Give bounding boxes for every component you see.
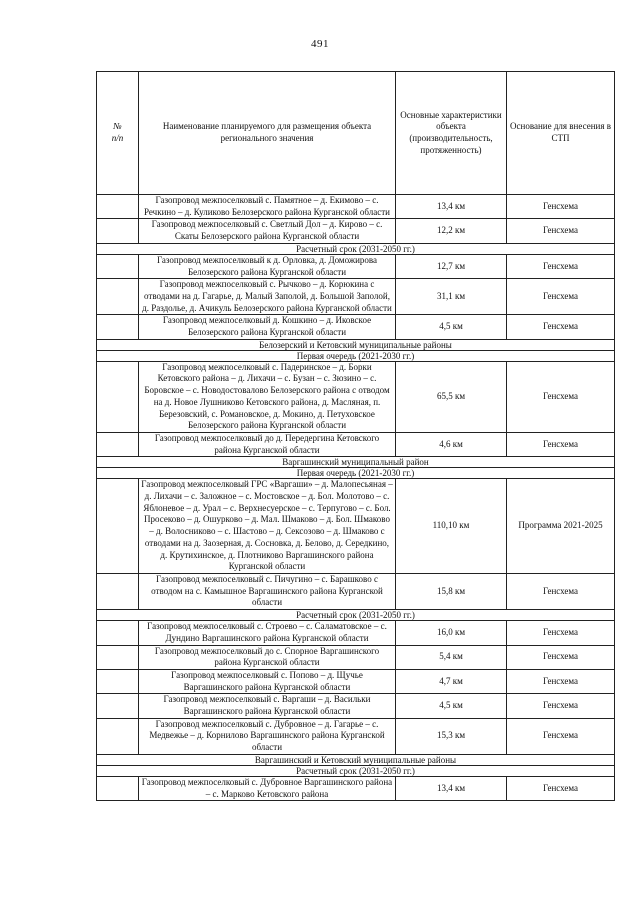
section-title: Расчетный срок (2031-2050 гг.) [97, 610, 615, 621]
row-num [97, 254, 139, 278]
object-name: Газопровод межпоселковый с. Дубровное Варгашинского района – с. Марково Кетовского района [139, 776, 396, 800]
section-row [97, 350, 615, 361]
table-row [97, 361, 615, 432]
header-characteristics: Основные характеристики объекта (производительность, протяженность) [396, 72, 507, 195]
object-name: Газопровод межпоселковый с. Светлый Дол – д. Кирово – с. Скаты Белозерского района Курганской области [139, 219, 396, 243]
object-characteristic: 5,4 км [396, 645, 507, 669]
inclusion-basis: Генсхема [507, 219, 615, 243]
row-num [97, 776, 139, 800]
row-num [97, 195, 139, 219]
table-row [97, 479, 615, 574]
object-name: Газопровод межпоселковый с. Падеринское – д. Борки Кетовского района – д. Лихачи – с. Бузан – с. Зюзино – с. Боровское – с. Новодостовалово Белозерского района с отводом на д. Новое Лушниково Кетовского района, д. Масляная, п. Березовский, с. Романовское, д. Мокино, д. Петуховское Белозерского района Курганской области [139, 361, 396, 432]
row-num [97, 573, 139, 609]
row-num [97, 315, 139, 339]
inclusion-basis: Генсхема [507, 315, 615, 339]
table-row [97, 195, 615, 219]
object-characteristic: 12,2 км [396, 219, 507, 243]
table-row [97, 694, 615, 718]
object-characteristic: 13,4 км [396, 776, 507, 800]
row-num [97, 645, 139, 669]
object-name: Газопровод межпоселковый с. Варгаши – д. Васильки Варгашинского района Курганской области [139, 694, 396, 718]
object-characteristic: 16,0 км [396, 621, 507, 645]
section-title: Первая очередь (2021-2030 гг.) [97, 468, 615, 479]
table-header-row [97, 72, 615, 195]
header-name: Наименование планируемого для размещения объекта регионального значения [139, 72, 396, 195]
row-num [97, 694, 139, 718]
section-row [97, 468, 615, 479]
object-name: Газопровод межпоселковый до с. Спорное Варгашинского района Курганской области [139, 645, 396, 669]
header-num-text: № п/п [111, 121, 124, 143]
object-name: Газопровод межпоселковый к д. Орловка, д. Доможирова Белозерского района Курганской области [139, 254, 396, 278]
section-row [97, 610, 615, 621]
inclusion-basis: Генсхема [507, 432, 615, 456]
inclusion-basis: Генсхема [507, 279, 615, 315]
page-number: 491 [311, 38, 329, 50]
inclusion-basis: Генсхема [507, 718, 615, 754]
object-characteristic: 31,1 км [396, 279, 507, 315]
object-characteristic: 65,5 км [396, 361, 507, 432]
row-num [97, 432, 139, 456]
planning-objects-table [96, 71, 615, 801]
object-characteristic: 4,5 км [396, 315, 507, 339]
section-title: Первая очередь (2021-2030 гг.) [97, 350, 615, 361]
inclusion-basis: Генсхема [507, 694, 615, 718]
object-characteristic: 4,7 км [396, 669, 507, 693]
table-row [97, 315, 615, 339]
section-title: Варгашинский муниципальный район [97, 457, 615, 468]
row-num [97, 479, 139, 574]
table-row [97, 254, 615, 278]
section-title: Расчетный срок (2031-2050 гг.) [97, 765, 615, 776]
row-num [97, 219, 139, 243]
object-characteristic: 4,5 км [396, 694, 507, 718]
inclusion-basis: Генсхема [507, 254, 615, 278]
object-name: Газопровод межпоселковый с. Дубровное – д. Гагарье – с. Медвежье – д. Корнилово Варгашинского района Курганской области [139, 718, 396, 754]
section-title: Варгашинский и Кетовский муниципальные районы [97, 754, 615, 765]
row-num [97, 361, 139, 432]
inclusion-basis: Генсхема [507, 573, 615, 609]
object-characteristic: 15,3 км [396, 718, 507, 754]
table-row [97, 279, 615, 315]
inclusion-basis: Генсхема [507, 361, 615, 432]
object-name: Газопровод межпоселковый с. Пичугино – с. Барашково с отводом на с. Камышное Варгашинского района Курганской области [139, 573, 396, 609]
object-name: Газопровод межпоселковый д. Кошкино – д. Иковское Белозерского района Курганской области [139, 315, 396, 339]
section-row [97, 339, 615, 350]
row-num [97, 669, 139, 693]
inclusion-basis: Программа 2021-2025 [507, 479, 615, 574]
object-name: Газопровод межпоселковый до д. Передергина Кетовского района Курганской области [139, 432, 396, 456]
table-row [97, 669, 615, 693]
section-row [97, 754, 615, 765]
object-characteristic: 13,4 км [396, 195, 507, 219]
object-characteristic: 12,7 км [396, 254, 507, 278]
inclusion-basis: Генсхема [507, 776, 615, 800]
row-num [97, 621, 139, 645]
section-row [97, 243, 615, 254]
object-name: Газопровод межпоселковый с. Строево – с. Саламатовское – с. Дундино Варгашинского района Курганской области [139, 621, 396, 645]
object-name: Газопровод межпоселковый ГРС «Варгаши» – д. Малопесьяная – д. Лихачи – с. Заложное – с. Мостовское – д. Бол. Молотово – с. Яблоневое – д. Урал – с. Верхнесуерское – с. Терпугово – с. Бол. Просеково – д. Ошурково – д. Мал. Шмаково – д. Бол. Шмаково – д. Волосниково – с. Шастово – д. Сексозово – д. Шмаково с отводами на д. Заозерная, д. Сосновка, д. Белово, д. Середкино, д. Крутихинское, д. Плотниково Варгашинского района Курганской области [139, 479, 396, 574]
table-row [97, 432, 615, 456]
inclusion-basis: Генсхема [507, 669, 615, 693]
object-name: Газопровод межпоселковый с. Памятное – д. Екимово – с. Речкино – д. Куликово Белозерского района Курганской области [139, 195, 396, 219]
inclusion-basis: Генсхема [507, 645, 615, 669]
table-row [97, 621, 615, 645]
table-row [97, 718, 615, 754]
header-basis: Основание для внесения в СТП [507, 72, 615, 195]
object-characteristic: 110,10 км [396, 479, 507, 574]
inclusion-basis: Генсхема [507, 195, 615, 219]
row-num [97, 279, 139, 315]
table-body [97, 195, 615, 801]
table-row [97, 219, 615, 243]
header-num [97, 72, 139, 195]
section-row [97, 765, 615, 776]
object-name: Газопровод межпоселковый с. Попово – д. Щучье Варгашинского района Курганской области [139, 669, 396, 693]
table-row [97, 645, 615, 669]
table-row [97, 776, 615, 800]
object-characteristic: 4,6 км [396, 432, 507, 456]
object-name: Газопровод межпоселковый с. Рычково – д. Корюкина с отводами на д. Гагарье, д. Малый Заполой, д. Большой Заполой, д. Раздолье, д. Ачикуль Белозерского района Курганской области [139, 279, 396, 315]
object-characteristic: 15,8 км [396, 573, 507, 609]
inclusion-basis: Генсхема [507, 621, 615, 645]
section-title: Белозерский и Кетовский муниципальные районы [97, 339, 615, 350]
table-row [97, 573, 615, 609]
row-num [97, 718, 139, 754]
section-title: Расчетный срок (2031-2050 гг.) [97, 243, 615, 254]
section-row [97, 457, 615, 468]
